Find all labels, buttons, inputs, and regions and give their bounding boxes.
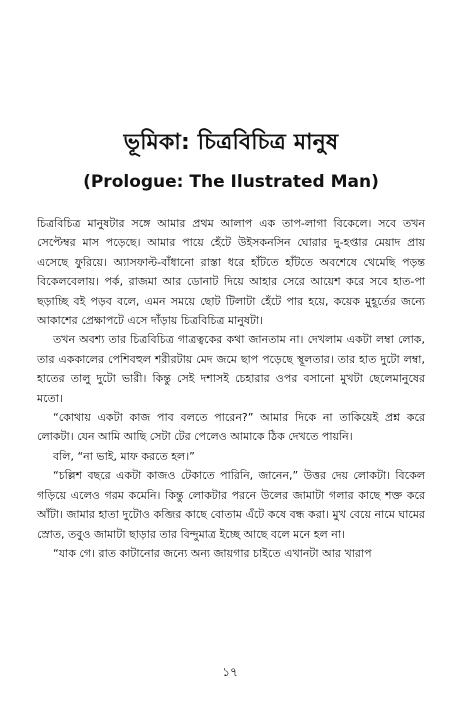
- paragraph: চিত্রবিচিত্র মানুষটার সঙ্গে আমার প্রথম আলাপ এক তাপ-লাগা বিকেলে। সবে তখন সেপ্টেম্বর মাস পড়েছে। আমার পায়ে হেঁটে উইসকনসিন ঘোরার দু-হপ্তার মেয়াদ প্রায় এসেছে ফুরিয়ে। অ্যাসফাল্ট-বাঁধানো রাস্তা ধরে হাঁটতে হাঁটতে অবশেষে থেমেছি পড়ন্ত বিকেলবেলায়। পর্ক, রাজমা আর ডোনাট দিয়ে আহার সেরে আয়েশ করে সবে হাত-পা ছড়াচ্ছি বই পড়ব বলে, এমন সময়ে ছোট টিলাটা হেঁটে পার হয়ে, কয়েক মুহূর্তের জন্যে আকাশের প্রেক্ষাপটে এসে দাঁড়ায় চিত্রবিচিত্র মানুষটা।: [37, 217, 425, 328]
- paragraph: “চল্লিশ বছরে একটা কাজও টেকাতে পারিনি, জানেন,” উত্তর দেয় লোকটা। বিকেল গড়িয়ে এলেও গরম কমেনি। কিন্তু লোকটার পরনে উলের জামাটা গলার কাছে শক্ত করে আঁটা। জামার হাতা দুটোও কব্জির কাছে বোতাম এঁটে কষে বন্ধ করা। মুখ বেয়ে নামে ঘামের স্রোত, তবুও জামাটা ছাড়ার তার বিন্দুমাত্র ইচ্ছে আছে বলে মনে হল না।: [37, 469, 425, 541]
- paragraph: “যাক গে। রাত কাটানোর জন্যে অন্য জায়গার চাইতে এখানটা আর খারাপ: [53, 546, 372, 560]
- paragraph: তখন অবশ্য তার চিত্রবিচিত্র গাত্রত্বকের কথা জানতাম না। দেখলাম একটা লম্বা লোক, তার এককালের পেশিবহুল শরীরটায় মেদ জমে ছাপ পড়েছে স্থূলতার। তার হাত দুটো লম্বা, হাতের তালু দুটো ভারী। কিন্তু সেই দশাসই চেহারার ওপর বসানো মুখটা ছেলেমানুষের মতো।: [37, 333, 425, 405]
- chapter-body: [37, 214, 425, 563]
- paragraph: “কোথায় একটা কাজ পাব বলতে পারেন?” আমার দিকে না তাকিয়েই প্রশ্ন করে লোকটা। যেন আমি আছি সেটা টের পেলেও আমাকে ঠিক দেখতে পায়নি।: [37, 411, 425, 444]
- chapter-subtitle: (Prologue: The Ilustrated Man): [83, 172, 379, 192]
- paragraph: বলি, “না ভাই, মাফ করতে হল।”: [53, 449, 195, 463]
- page-number: ১৭: [222, 665, 238, 679]
- chapter-title: ভূমিকা: চিত্রবিচিত্র মানুষ: [123, 130, 339, 155]
